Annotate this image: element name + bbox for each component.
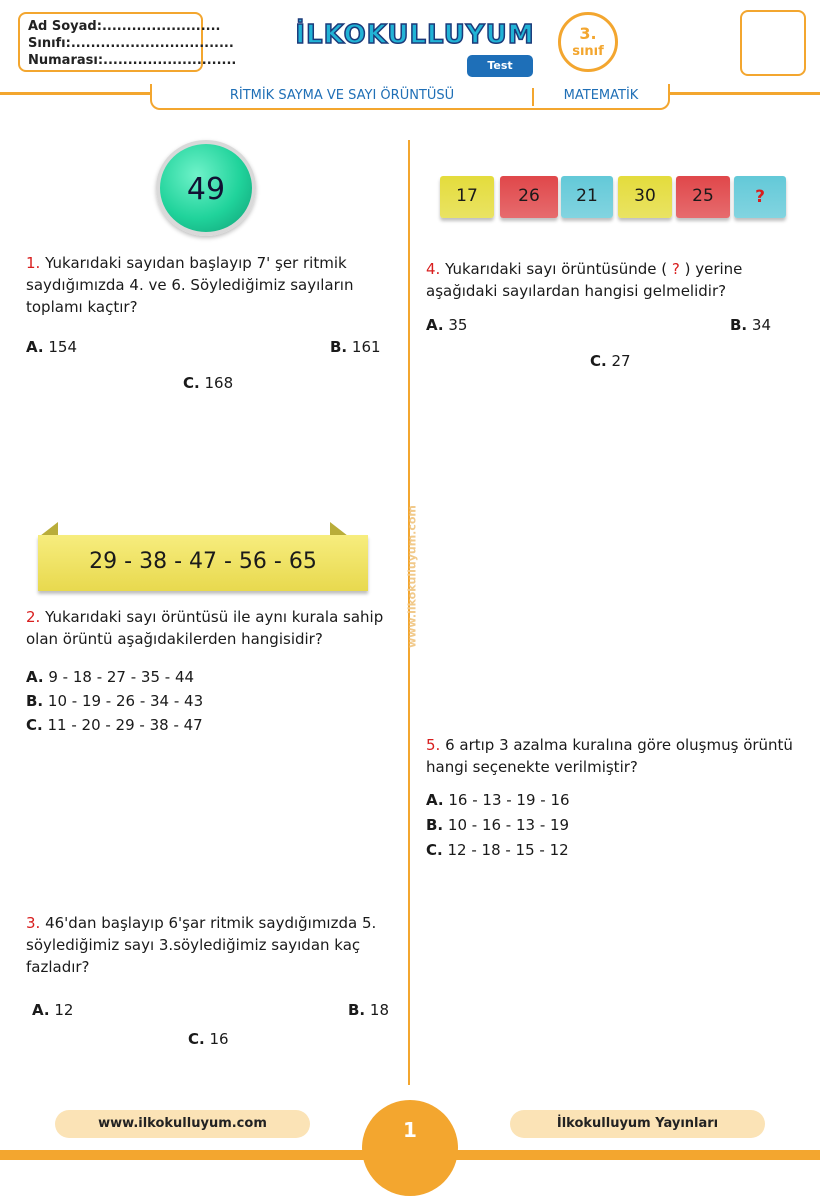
question-4 bbox=[426, 258, 800, 302]
title-bar bbox=[150, 84, 670, 110]
q3-option-a-value: 12 bbox=[49, 1001, 74, 1019]
page-number: 1 bbox=[403, 1118, 417, 1142]
q2-option-b-value: 10 - 19 - 26 - 34 - 43 bbox=[43, 692, 204, 710]
q3-option-c-value: 16 bbox=[204, 1030, 229, 1048]
q4-tile-2 bbox=[500, 176, 558, 218]
q2-number: 2. bbox=[26, 608, 41, 626]
ribbon-fold-right bbox=[330, 522, 348, 536]
q5-option-a-letter: A. bbox=[426, 791, 444, 809]
q1-ball-graphic bbox=[156, 140, 256, 236]
q1-option-b-value: 161 bbox=[347, 338, 381, 356]
q1-option-c-value: 168 bbox=[199, 374, 234, 392]
q4-option-c[interactable] bbox=[590, 350, 631, 372]
number-line: Numarası:........................... bbox=[28, 53, 237, 68]
q4-tile-4-value: 30 bbox=[634, 186, 656, 206]
q1-option-c[interactable] bbox=[183, 372, 233, 394]
q4-option-a[interactable] bbox=[426, 314, 467, 336]
q4-option-a-letter: A. bbox=[426, 316, 444, 334]
q4-option-b-value: 34 bbox=[747, 316, 771, 334]
q2-ribbon bbox=[38, 535, 368, 591]
q1-option-a-value: 154 bbox=[43, 338, 77, 356]
watermark-text: www.ilkokulluyum.com bbox=[405, 505, 419, 648]
ribbon-fold-left bbox=[40, 522, 58, 536]
q2-option-a-letter: A. bbox=[26, 668, 44, 686]
name-line: Ad Soyad:........................ bbox=[28, 19, 221, 34]
page-number-badge bbox=[362, 1100, 458, 1196]
q5-number: 5. bbox=[426, 736, 441, 754]
q3-option-b-letter: B. bbox=[348, 1001, 366, 1019]
q4-tile-2-value: 26 bbox=[518, 186, 540, 206]
q3-option-b-value: 18 bbox=[365, 1001, 389, 1019]
q4-text-after: ) yerine aşağıdaki sayılardan hangisi gelmelidir? bbox=[426, 260, 743, 300]
q4-tile-3 bbox=[561, 176, 613, 218]
q1-option-a[interactable] bbox=[26, 336, 77, 358]
score-box bbox=[740, 10, 806, 76]
q2-option-a[interactable] bbox=[26, 666, 194, 688]
topic-title: RİTMİK SAYMA VE SAYI ÖRÜNTÜSÜ bbox=[229, 88, 455, 103]
test-badge: Test bbox=[467, 55, 533, 77]
q4-tile-4 bbox=[618, 176, 672, 218]
q5-option-b[interactable] bbox=[426, 814, 569, 836]
grade-badge bbox=[558, 12, 618, 72]
q3-option-c[interactable] bbox=[188, 1028, 229, 1050]
q3-option-a[interactable] bbox=[32, 999, 73, 1021]
q2-option-c[interactable] bbox=[26, 714, 203, 736]
q2-option-c-value: 11 - 20 - 29 - 38 - 47 bbox=[42, 716, 203, 734]
q1-option-b-letter: B. bbox=[330, 338, 348, 356]
q4-number: 4. bbox=[426, 260, 441, 278]
q5-option-a[interactable] bbox=[426, 789, 570, 811]
q4-option-c-value: 27 bbox=[606, 352, 631, 370]
student-info-box bbox=[18, 12, 237, 72]
q4-tile-5-value: 25 bbox=[692, 186, 714, 206]
q4-tile-6 bbox=[734, 176, 786, 218]
subject-title: MATEMATİK bbox=[532, 88, 668, 106]
q4-tile-5 bbox=[676, 176, 730, 218]
q4-text-before: Yukarıdaki sayı örüntüsünde ( bbox=[440, 260, 672, 278]
q4-question-mark: ? bbox=[671, 260, 680, 278]
q1-option-b[interactable] bbox=[330, 336, 381, 358]
q2-option-b[interactable] bbox=[26, 690, 203, 712]
q5-option-c-value: 12 - 18 - 15 - 12 bbox=[442, 841, 569, 859]
class-line: Sınıfı:................................. bbox=[28, 36, 234, 51]
q4-option-a-value: 35 bbox=[443, 316, 468, 334]
q5-option-c-letter: C. bbox=[426, 841, 443, 859]
footer-publisher: İlkokulluyum Yayınları bbox=[510, 1110, 765, 1138]
q3-text: 46'dan başlayıp 6'şar ritmik saydığımızda 5. söylediğimiz sayı 3.söylediğimiz sayıdan kaç fazladır? bbox=[26, 914, 377, 976]
footer-website[interactable]: www.ilkokulluyum.com bbox=[55, 1110, 310, 1138]
q2-option-b-letter: B. bbox=[26, 692, 44, 710]
q5-option-c[interactable] bbox=[426, 839, 569, 861]
logo-text: İLKOKULLUYUM bbox=[295, 20, 535, 50]
question-5 bbox=[426, 734, 800, 778]
q3-option-a-letter: A. bbox=[32, 1001, 50, 1019]
watermark bbox=[392, 500, 422, 660]
question-3 bbox=[26, 912, 392, 978]
q1-number: 1. bbox=[26, 254, 41, 272]
question-1 bbox=[26, 252, 392, 318]
q1-option-c-letter: C. bbox=[183, 374, 200, 392]
q2-option-c-letter: C. bbox=[26, 716, 43, 734]
q3-option-c-letter: C. bbox=[188, 1030, 205, 1048]
q4-option-c-letter: C. bbox=[590, 352, 607, 370]
q2-text: Yukarıdaki sayı örüntüsü ile aynı kurala sahip olan örüntü aşağıdakilerden hangisidir? bbox=[26, 608, 384, 648]
q1-text: Yukarıdaki sayıdan başlayıp 7' şer ritmik saydığımızda 4. ve 6. Söylediğimiz sayıların toplamı kaçtır? bbox=[26, 254, 354, 316]
footer-band bbox=[0, 1150, 820, 1160]
q4-option-b[interactable] bbox=[730, 314, 771, 336]
q2-option-a-value: 9 - 18 - 27 - 35 - 44 bbox=[43, 668, 195, 686]
grade-number: 3. bbox=[579, 24, 597, 43]
q4-tile-1 bbox=[440, 176, 494, 218]
q4-tile-1-value: 17 bbox=[456, 186, 478, 206]
q5-text: 6 artıp 3 azalma kuralına göre oluşmuş örüntü hangi seçenekte verilmiştir? bbox=[426, 736, 793, 776]
q3-option-b[interactable] bbox=[348, 999, 389, 1021]
q4-option-b-letter: B. bbox=[730, 316, 748, 334]
q3-number: 3. bbox=[26, 914, 41, 932]
grade-word: sınıf bbox=[572, 44, 604, 59]
q1-ball-value: 49 bbox=[186, 172, 226, 207]
q2-ribbon-text: 29 - 38 - 47 - 56 - 65 bbox=[89, 549, 317, 574]
q1-option-a-letter: A. bbox=[26, 338, 44, 356]
q4-tile-6-value: ? bbox=[755, 187, 765, 207]
q5-option-a-value: 16 - 13 - 19 - 16 bbox=[443, 791, 570, 809]
q5-option-b-letter: B. bbox=[426, 816, 444, 834]
q5-option-b-value: 10 - 16 - 13 - 19 bbox=[443, 816, 570, 834]
question-2 bbox=[26, 606, 392, 650]
q4-tile-3-value: 21 bbox=[576, 186, 598, 206]
